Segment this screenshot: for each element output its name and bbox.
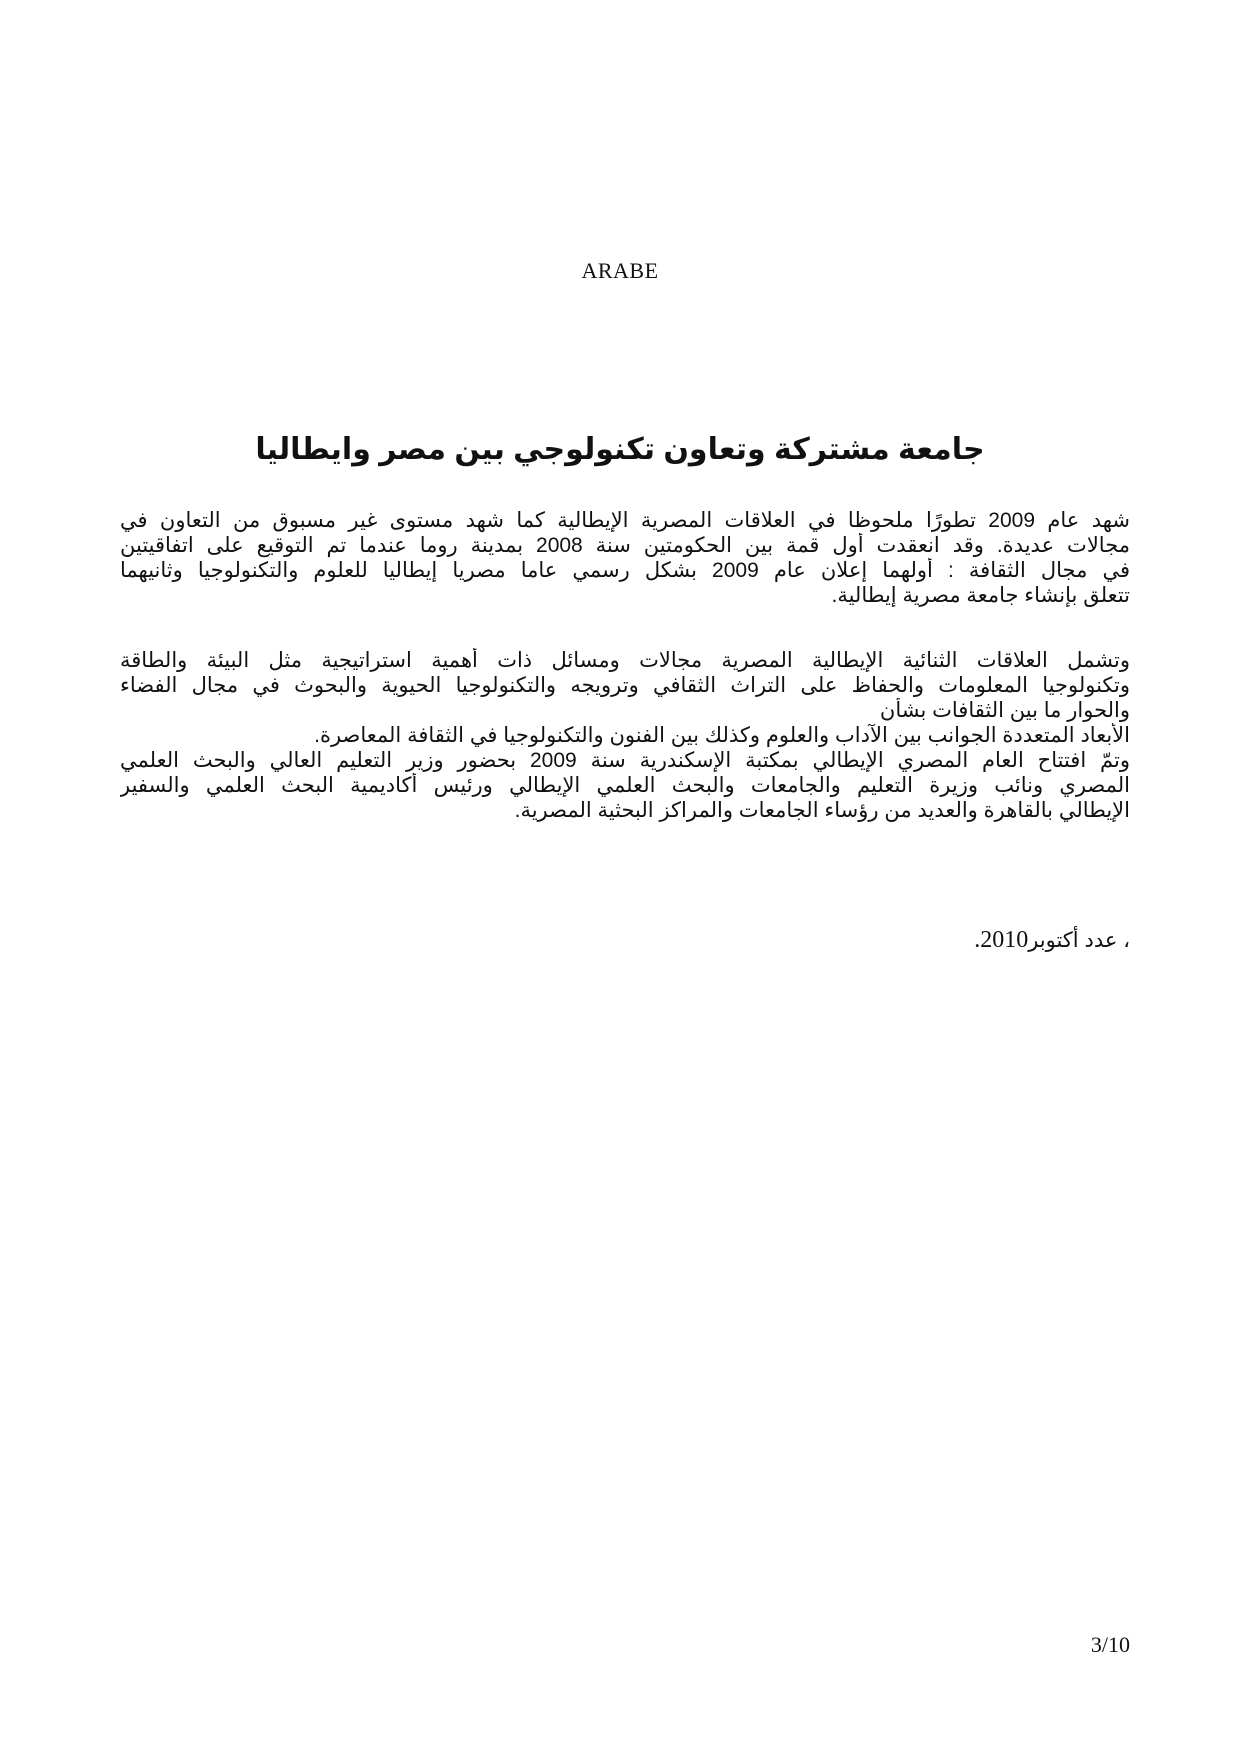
text-line: الإيطالي بالقاهرة والعديد من رؤساء الجامعات والمراكز البحثية المصرية. bbox=[514, 799, 1130, 822]
text-line: والحوار ما بين الثقافات بشأن bbox=[879, 699, 1130, 722]
text-line: الأبعاد المتعددة الجوانب بين الآداب والعلوم وكذلك بين الفنون والتكنولوجيا في الثقافة المعاصرة. bbox=[314, 724, 1130, 747]
text-line: تتعلق بإنشاء جامعة مصرية إيطالية. bbox=[831, 584, 1130, 607]
text-line: وتكنولوجيا المعلومات والحفاظ على التراث الثقافي وترويجه والتكنولوجيا الحيوية والبحوث في مجال الفضاء bbox=[120, 674, 1130, 697]
text-line: المصري ونائب وزيرة التعليم والجامعات والبحث العلمي الإيطالي ورئيس أكاديمية البحث العلمي والسفير bbox=[120, 774, 1130, 797]
issue-date bbox=[120, 928, 1130, 953]
text-line: في مجال الثقافة : أولهما إعلان عام 2009 بشكل رسمي عاما مصريا إيطاليا للعلوم والتكنولوجيا وثانيهما bbox=[120, 559, 1130, 582]
document-title: جامعة مشتركة وتعاون تكنولوجي بين مصر وايطاليا bbox=[255, 433, 985, 466]
document-body bbox=[120, 508, 1130, 823]
paragraph-intro bbox=[120, 508, 1130, 608]
document-header-language: ARABE bbox=[581, 258, 659, 283]
issue-date-prefix: ، عدد أكتوبر bbox=[1028, 929, 1130, 952]
text-line: وتمّ افتتاح العام المصري الإيطالي بمكتبة الإسكندرية سنة 2009 بحضور وزير التعليم العالي والبحث العلمي bbox=[120, 749, 1130, 772]
text-line: شهد عام 2009 تطورًا ملحوظا في العلاقات المصرية الإيطالية كما شهد مستوى غير مسبوق من التعاون في bbox=[120, 509, 1130, 532]
text-line: مجالات عديدة. وقد انعقدت أول قمة بين الحكومتين سنة 2008 بمدينة روما عندما تم التوقيع على اتفاقيتين bbox=[120, 534, 1130, 557]
issue-date-year: 2010. bbox=[974, 927, 1029, 953]
paragraph-relations bbox=[120, 648, 1130, 823]
page-number: 3/10 bbox=[1090, 1632, 1130, 1657]
text-line: وتشمل العلاقات الثنائية الإيطالية المصرية مجالات ومسائل ذات أهمية استراتيجية مثل البيئة والطاقة bbox=[120, 649, 1130, 672]
